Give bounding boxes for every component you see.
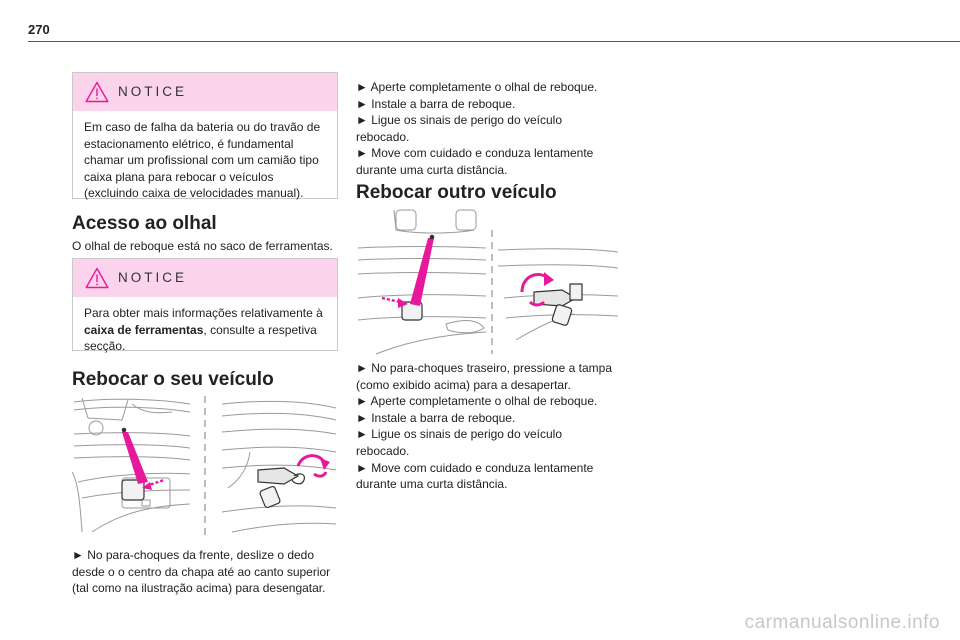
page-number: 270: [28, 22, 50, 37]
notice-line-rest: , consulte a respetiva: [203, 322, 317, 337]
text-line: ► Ligue os sinais de perigo do veículo: [356, 427, 563, 442]
step-line: durante uma curta distância.: [356, 162, 508, 177]
text-line: ► Instale a barra de reboque.: [356, 410, 516, 425]
notice-line: secção.: [84, 339, 126, 354]
watermark: carmanualsonline.info: [744, 612, 940, 633]
tow-steps: [356, 79, 636, 179]
text-line: durante uma curta distância.: [356, 477, 508, 492]
text-line: ► Move com cuidado e conduza lentamente: [356, 460, 594, 475]
heading-acesso-ao-olhal: Acesso ao olhal: [72, 213, 217, 234]
text-line: (tal como na ilustração acima) para desengatar.: [72, 581, 326, 596]
notice-title: NOTICE: [118, 270, 188, 285]
notice-header: [73, 73, 337, 111]
notice-line: [84, 322, 326, 339]
text-line: (como exibido acima) para a desapertar.: [356, 377, 571, 392]
notice-header: [73, 259, 337, 297]
notice-body: [73, 297, 337, 364]
text-line: ► Aperte completamente o olhal de reboque.: [356, 394, 598, 409]
notice-line: (excluindo caixa de velocidades manual).: [84, 186, 304, 201]
text-line: ► No para-choques da frente, deslize o dedo: [72, 548, 315, 562]
notice-line: Para obter mais informações relativamente à: [84, 306, 323, 320]
notice-line: estacionamento elétrico, é fundamental: [84, 136, 294, 151]
notice-box-toolbox: [72, 258, 338, 354]
text-line: ► No para-choques traseiro, pressione a tampa: [356, 361, 613, 375]
heading-rebocar-outro-veiculo: Rebocar outro veículo: [356, 182, 557, 203]
notice-line: chamar um profissional com um camião tipo: [84, 153, 319, 168]
step-line: rebocado.: [356, 129, 410, 144]
acesso-text: O olhal de reboque está no saco de ferramentas.: [72, 239, 333, 253]
step-line: ► Move com cuidado e conduza lentamente: [356, 146, 594, 161]
step-line: ► Instale a barra de reboque.: [356, 96, 516, 111]
notice-line: caixa plana para rebocar o veículos: [84, 169, 274, 184]
text-line: rebocado.: [356, 443, 410, 458]
warning-icon: [85, 267, 109, 289]
notice-line: Em caso de falha da bateria ou do travão de: [84, 120, 321, 134]
front-bumper-illustration: [72, 392, 338, 540]
warning-icon: [85, 81, 109, 103]
rebocar-seu-text: [72, 547, 352, 597]
rear-bumper-illustration: [356, 208, 620, 356]
rebocar-outro-text: [356, 360, 636, 493]
notice-title: NOTICE: [118, 84, 188, 99]
notice-box-battery: [72, 72, 338, 199]
heading-rebocar-seu-veiculo: Rebocar o seu veículo: [72, 369, 274, 390]
toolbox-bold: caixa de ferramentas: [84, 322, 204, 337]
header-rule: [28, 41, 960, 42]
step-line: ► Ligue os sinais de perigo do veículo: [356, 113, 563, 128]
text-line: desde o o centro da chapa até ao canto superior: [72, 564, 331, 579]
notice-body: [73, 111, 337, 211]
step-line: ► Aperte completamente o olhal de reboque.: [356, 80, 598, 94]
